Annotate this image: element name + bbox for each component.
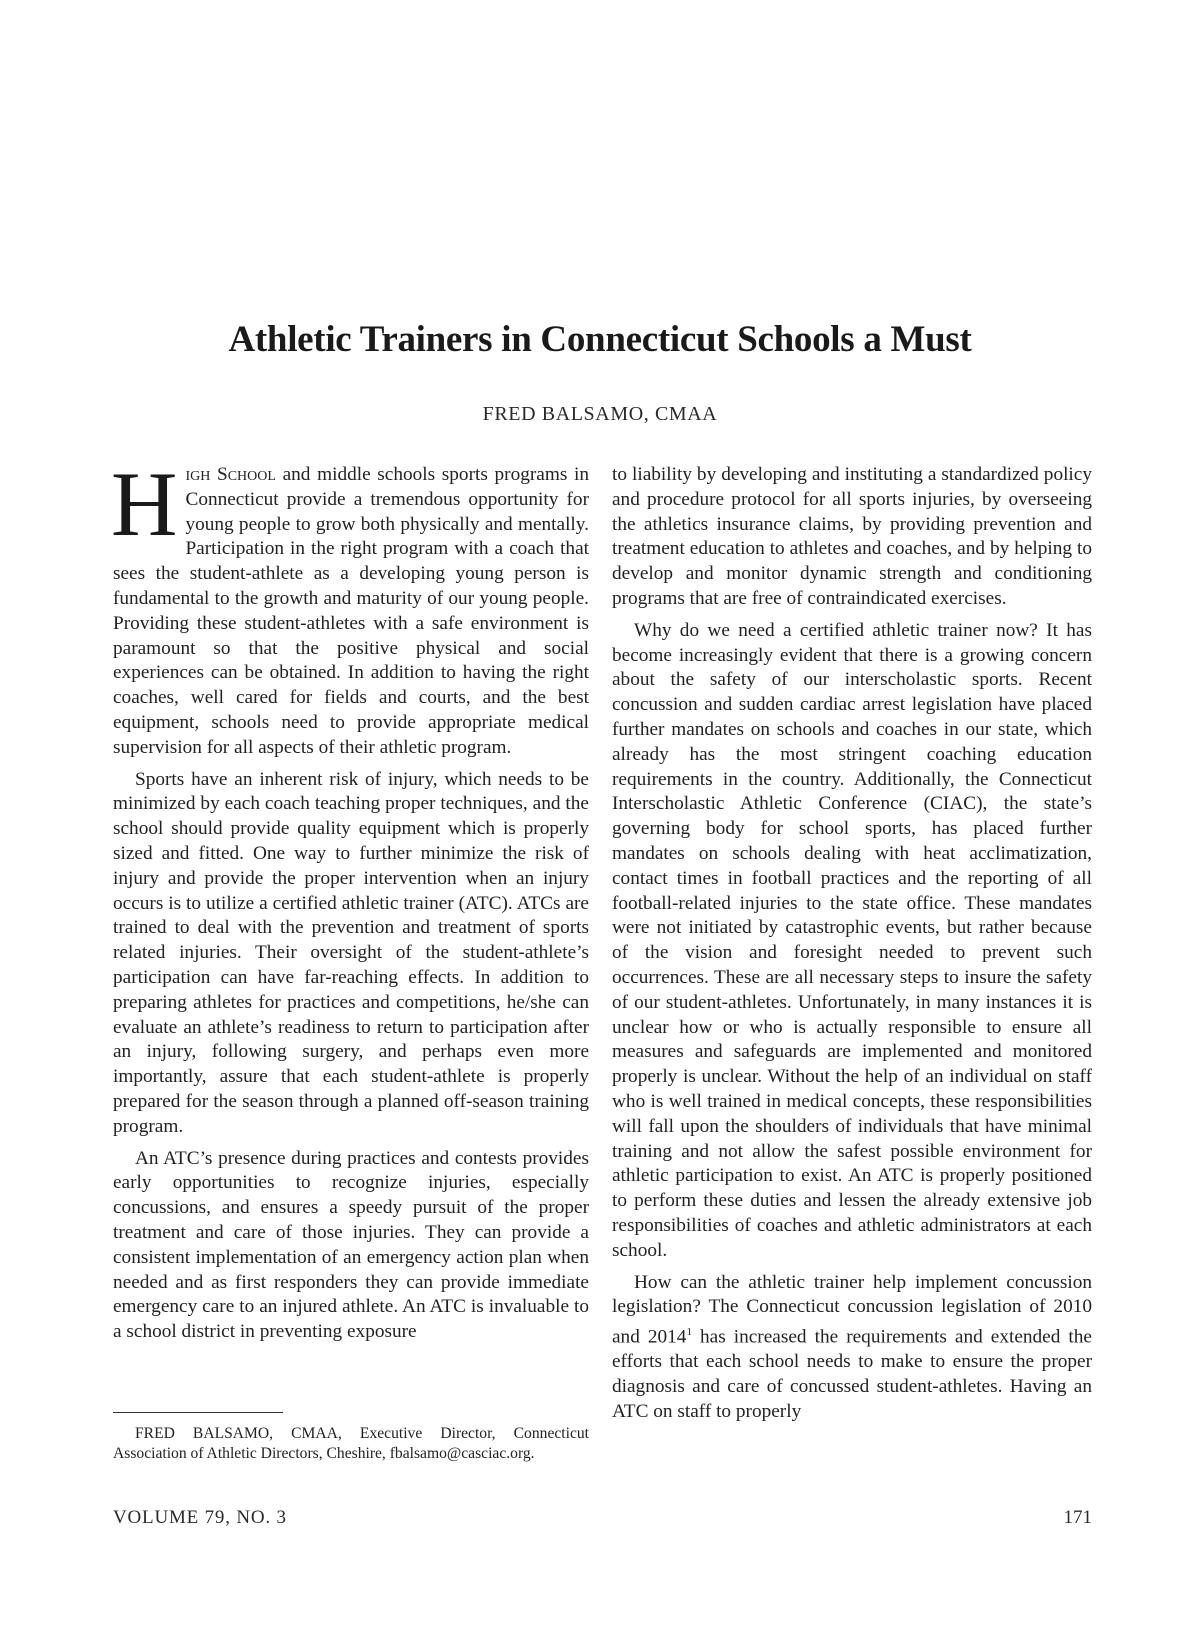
article-title: Athletic Trainers in Connecticut Schools a Must <box>228 319 972 360</box>
right-column <box>612 463 1092 1432</box>
paragraph-2: Sports have an inherent risk of injury, which needs to be minimized by each coach teaching proper techniques, and the school should provide quality equipment which is properly sized and fitted. One way to further minimize the risk of injury and provide the proper intervention when an injury occurs is to utilize a certified athletic trainer (ATC). ATCs are trained to deal with the prevention and treatment of sports related injuries. Their oversight of the student-athlete’s participation can have far-reaching effects. In addition to preparing athletes for practices and competitions, he/she can evaluate an athlete’s readiness to return to participation after an injury, following surgery, and perhaps even more importantly, assure that each student-athlete is properly prepared for the season through a planned off-season training program. <box>113 768 589 1137</box>
paragraph-3-continued: to liability by developing and instituting a standardized policy and procedure protocol for all sports injuries, by overseeing the athletics insurance claims, by providing prevention and treatment education to athletes and coaches, and by helping to develop and monitor dynamic strength and conditioning programs that are free of contraindicated exercises. <box>612 464 1092 609</box>
paragraph-4: Why do we need a certified athletic trainer now? It has become increasingly evident that there is a growing concern about the safety of our interscholastic sports. Recent concussion and sudden cardiac arrest legislation have placed further mandates on schools and coaches in our state, which already has the most stringent coaching education requirements in the country. Additionally, the Connecticut Interscholastic Athletic Conference (CIAC), the state’s governing body for school sports, has placed further mandates on schools dealing with heat acclimatization, contact times in football practices and the reporting of all football-related injuries to the state office. These mandates were not initiated by catastrophic events, but rather because of the vision and foresight needed to prevent such occurrences. These are all necessary steps to insure the safety of our student-athletes. Unfortunately, in many instances it is unclear how or who is actually responsible to ensure all measures and safeguards are implemented and monitored properly is unclear. Without the help of an individual on staff who is well trained in medical concepts, these responsibilities will fall upon the shoulders of individuals that have minimal training and not allow the safest possible environment for athletic participation to exist. An ATC is properly positioned to perform these duties and lessen the already extensive job responsibilities of coaches and athletic administrators at each school. <box>612 619 1092 1261</box>
paragraph-1 <box>111 453 589 761</box>
paragraph-1-text: and middle schools sports programs in Connecticut provide a tremendous opportunity for young people to grow both physically and mentally. Participation in the right program with a coach that sees the student-athlete as a developing young person is fundamental to the growth and maturity of our young people. Providing these student-athletes with a safe environment is paramount so that the positive physical and social experiences can be obtained. In addition to having the right coaches, well cared for fields and courts, and the best equipment, schools need to provide appropriate medical supervision for all aspects of their athletic program. <box>113 464 589 758</box>
footnote-divider <box>113 1412 283 1413</box>
paragraph-3: An ATC’s presence during practices and contests provides early opportunities to recognize injuries, especially concussions, and ensures a speedy pursuit of the proper treatment and care of those injuries. They can provide a consistent implementation of an emergency action plan when needed and as first responders they can provide immediate emergency care to an injured athlete. An ATC is invaluable to a school district in preventing exposure <box>113 1147 589 1343</box>
paragraph-5-text-a: How can the athletic trainer help implement concussion legislation? The Connecticut concussion legislation of 2010 and 2014 <box>612 1271 1092 1348</box>
left-column <box>111 453 589 1352</box>
paragraph-5 <box>612 1271 1092 1425</box>
drop-cap: H <box>111 453 178 555</box>
article-author: FRED BALSAMO, CMAA <box>482 403 718 425</box>
journal-volume: VOLUME 79, NO. 3 <box>113 1507 287 1528</box>
page-number: 171 <box>1063 1507 1092 1528</box>
paragraph-5-text-b: has increased the requirements and extended the efforts that each school needs to make to ensure the proper diagnosis and care of concussed student-athletes. Having an ATC on staff to properly <box>612 1326 1092 1422</box>
footnote-reference: 1 <box>686 1326 692 1339</box>
author-footnote: FRED BALSAMO, CMAA, Executive Director, Connecticut Association of Athletic Directors, Cheshire, fbalsamo@casciac.org. <box>113 1425 589 1462</box>
lead-small-caps: igh School <box>185 464 276 485</box>
